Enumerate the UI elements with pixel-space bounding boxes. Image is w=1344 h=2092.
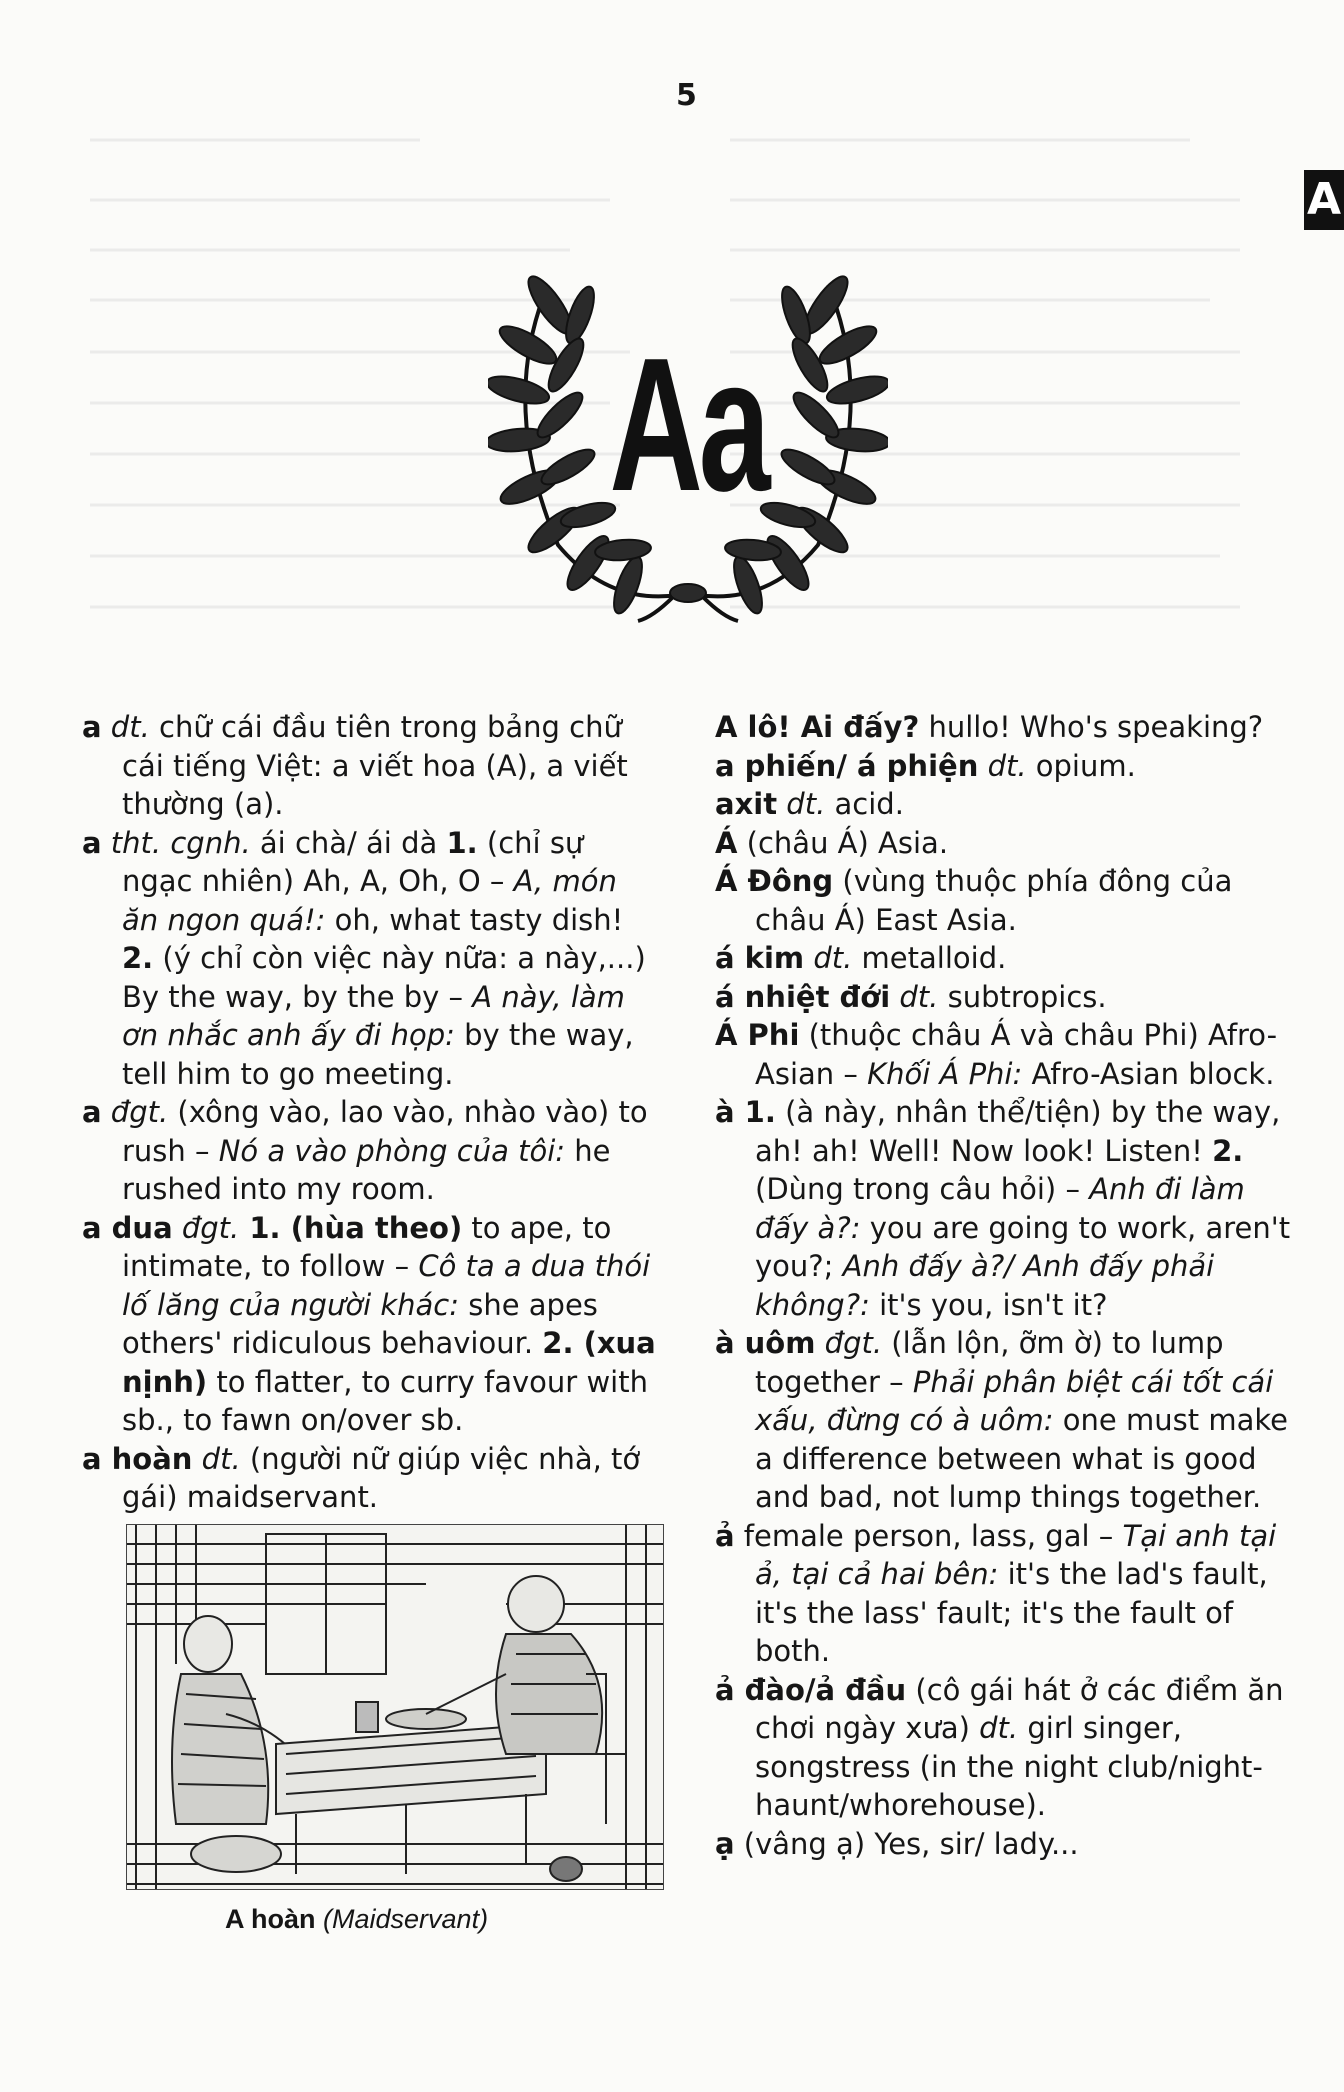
- entry-axit: [715, 785, 1295, 824]
- headword: a phiến/ á phiện: [715, 748, 979, 783]
- entry-a-dot: [715, 1825, 1295, 1864]
- part-of-speech: dt.: [786, 787, 826, 821]
- example: A này, làm ơn nhắc anh ấy đi họp:: [122, 979, 625, 1052]
- entry-a-letter: [82, 708, 662, 824]
- translation: girl singer, songstress (in the night club/night-haunt/whorehouse).: [755, 1711, 1263, 1822]
- headword: a hoàn: [82, 1441, 193, 1476]
- maidservant-engraving-icon: [126, 1524, 664, 1890]
- sense-number: 2.: [1212, 1133, 1244, 1168]
- entry-a-phi: [715, 1016, 1295, 1093]
- translation: one must make a difference between what is good and bad, not lump things together.: [755, 1403, 1288, 1514]
- thumb-index-tab: A: [1304, 170, 1344, 230]
- sense-number: 1.: [446, 825, 478, 860]
- part-of-speech: tht. cgnh.: [110, 825, 251, 860]
- entry-a-verb: [82, 1093, 662, 1209]
- caption-translation: (Maidservant): [323, 1904, 489, 1934]
- definition: ái chà/ ái dà: [250, 825, 447, 860]
- entry-a-dua: [82, 1209, 662, 1440]
- headword: A lô! Ai đấy?: [715, 710, 920, 744]
- example: Tại anh tại ả, tại cả hai bên:: [755, 1518, 1277, 1591]
- part-of-speech: dt.: [979, 1711, 1019, 1745]
- headword: ả đào/ả đầu: [715, 1672, 907, 1707]
- right-column: [715, 708, 1295, 1863]
- definition: (à này, nhân thể/tiện) by the way, ah! ah! Well! Now look! Listen!: [755, 1095, 1281, 1168]
- sense-number: 2.: [122, 941, 154, 975]
- definition: (thuộc châu Á và châu Phi) Afro-Asian –: [755, 1018, 1278, 1091]
- headword: a: [82, 710, 102, 744]
- headword: Á Phi: [715, 1018, 800, 1052]
- example: Anh đấy à?/ Anh đấy phải không?:: [755, 1249, 1215, 1322]
- definition: acid.: [825, 787, 904, 821]
- example: Nó a vào phòng của tôi:: [218, 1133, 566, 1168]
- definition: (cô gái hát ở các điểm ăn chơi ngày xưa): [755, 1672, 1284, 1745]
- definition: hullo! Who's speaking?: [919, 710, 1264, 744]
- entry-a-nhiet-doi: [715, 978, 1295, 1017]
- definition: opium.: [1026, 748, 1136, 783]
- definition: (ý chỉ còn việc này nữa: a này,...) By the way, by the by –: [122, 941, 646, 1014]
- translation: she apes others' ridiculous behaviour.: [122, 1287, 598, 1360]
- translation: it's the lad's fault, it's the lass' fault; it's the fault of both.: [755, 1557, 1268, 1668]
- headword: a: [82, 1095, 102, 1129]
- part-of-speech: dt.: [201, 1441, 241, 1476]
- entry-a-dao: [715, 1671, 1295, 1825]
- part-of-speech: đgt.: [824, 1326, 883, 1360]
- entry-a-dong: [715, 862, 1295, 939]
- caption-headword: A hoàn: [225, 1904, 316, 1934]
- headword: Á Đông: [715, 864, 834, 898]
- definition: subtropics.: [938, 979, 1107, 1014]
- headword: ả: [715, 1518, 735, 1553]
- entry-chau-a: [715, 824, 1295, 863]
- part-of-speech: đgt.: [110, 1095, 169, 1129]
- translation: by the way, tell him to go meeting.: [122, 1018, 634, 1091]
- example: A, món ăn ngon quá!:: [122, 864, 617, 937]
- headword: à: [715, 1095, 735, 1129]
- definition: (lẫn lộn, ỡm ờ) to lump together –: [755, 1326, 1224, 1399]
- translation: he rushed into my room.: [122, 1133, 611, 1206]
- headword: a: [82, 825, 102, 860]
- part-of-speech: dt.: [987, 748, 1027, 783]
- translation: Afro-Asian block.: [1022, 1056, 1275, 1091]
- headword: ạ: [715, 1826, 735, 1861]
- entry-a-grave: [715, 1093, 1295, 1324]
- headword: a dua: [82, 1210, 173, 1245]
- illustration-caption: [225, 1904, 488, 1935]
- emblem-letters: Aa: [609, 319, 767, 531]
- left-column: [82, 708, 662, 1517]
- example: Cô ta a dua thói lố lăng của người khác:: [122, 1249, 651, 1322]
- translation: oh, what tasty dish!: [325, 902, 624, 937]
- definition: (chỉ sự ngạc nhiên) Ah, A, Oh, O –: [122, 825, 584, 898]
- sense-number: 1. (hùa theo): [239, 1210, 463, 1245]
- definition: chữ cái đầu tiên trong bảng chữ cái tiếng Việt: a viết hoa (A), a viết thường (a).: [122, 710, 628, 821]
- entry-a-hook: [715, 1517, 1295, 1671]
- headword: axit: [715, 787, 778, 821]
- part-of-speech: dt.: [110, 710, 150, 744]
- translation: it's you, isn't it?: [869, 1287, 1108, 1322]
- entry-a-lo: [715, 708, 1295, 747]
- entry-a-hoan: [82, 1440, 662, 1517]
- example: Anh đi làm đấy à?:: [755, 1172, 1245, 1245]
- definition: to flatter, to curry favour with sb., to fawn on/over sb.: [122, 1364, 648, 1437]
- headword: á nhiệt đới: [715, 979, 891, 1014]
- chapter-emblem: [488, 245, 888, 625]
- definition: (Dùng trong câu hỏi) –: [755, 1172, 1090, 1206]
- example: Phải phân biệt cái tốt cái xấu, đừng có à uôm:: [755, 1364, 1274, 1437]
- entry-a-uom: [715, 1324, 1295, 1517]
- definition: (xông vào, lao vào, nhào vào) to rush –: [122, 1095, 648, 1168]
- part-of-speech: dt.: [899, 979, 939, 1014]
- definition: to ape, to intimate, to follow –: [122, 1210, 612, 1283]
- definition: (người nữ giúp việc nhà, tớ gái) maidservant.: [122, 1441, 641, 1514]
- entry-a-phien: [715, 747, 1295, 786]
- entry-a-kim: [715, 939, 1295, 978]
- definition: (vùng thuộc phía đông của châu Á) East Asia.: [755, 864, 1233, 937]
- headword: à uôm: [715, 1326, 816, 1360]
- definition: (châu Á) Asia.: [737, 825, 949, 860]
- part-of-speech: dt.: [813, 941, 853, 975]
- sense-number: 2. (xua nịnh): [122, 1326, 656, 1399]
- part-of-speech: đgt.: [181, 1210, 240, 1245]
- definition: female person, lass, gal –: [734, 1518, 1123, 1553]
- entry-a-interjection: [82, 824, 662, 1094]
- sense-number: 1.: [734, 1095, 776, 1129]
- definition: metalloid.: [852, 941, 1007, 975]
- headword: á kim: [715, 941, 805, 975]
- example: Khối Á Phi:: [867, 1056, 1023, 1091]
- page-number: 5: [676, 78, 697, 113]
- definition: (vâng ạ) Yes, sir/ lady...: [734, 1826, 1079, 1861]
- translation: you are going to work, aren't you?;: [755, 1210, 1291, 1283]
- headword: Á: [715, 825, 738, 860]
- maidservant-illustration: [126, 1524, 664, 1890]
